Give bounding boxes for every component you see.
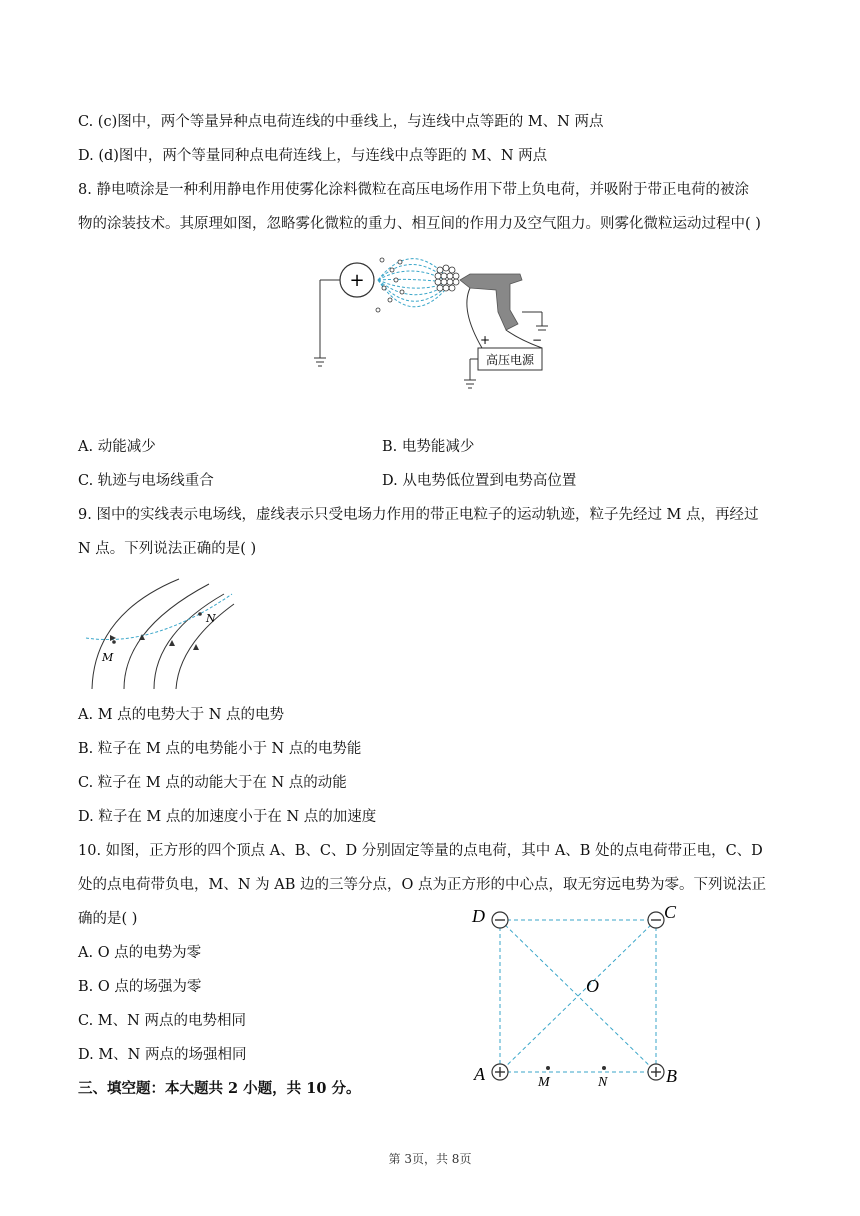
label-o: O: [586, 976, 599, 996]
q9-option-a: A. M 点的电势大于 N 点的电势: [78, 707, 285, 723]
label-a: A: [474, 1064, 485, 1084]
q9-stem-line1: 9. 图中的实线表示电场线，虚线表示只受电场力作用的带正电粒子的运动轨迹，粒子先经过 M 点，再经过: [78, 507, 759, 523]
label-m: M: [102, 651, 114, 664]
q8-stem-line1: 8. 静电喷涂是一种利用静电作用使雾化涂料微粒在高压电场作用下带上负电荷，并吸附于带正电荷的被涂: [78, 182, 749, 198]
q10-stem-line1: 10. 如图，正方形的四个顶点 A、B、C、D 分别固定等量的点电荷，其中 A、B 处的点电荷带正电，C、D: [78, 843, 763, 859]
source-plus-sign: +: [480, 333, 491, 347]
q7-option-d: D. (d)图中，两个等量同种点电荷连线上，与连线中点等距的 M、N 两点: [78, 148, 548, 164]
center-charge-sign: +: [349, 270, 365, 291]
q10-option-c: C. M、N 两点的电势相同: [78, 1013, 246, 1029]
q10-option-a: A. O 点的电势为零: [78, 945, 202, 961]
q8-option-b: B. 电势能减少: [382, 439, 475, 455]
q9-option-c: C. 粒子在 M 点的动能大于在 N 点的动能: [78, 775, 347, 791]
power-source-label: 高压电源: [485, 353, 535, 367]
source-minus-sign: −: [532, 333, 543, 347]
q8-option-a: A. 动能减少: [78, 439, 156, 455]
label-b: B: [666, 1066, 677, 1086]
q7-option-c: C. (c)图中，两个等量异种点电荷连线的中垂线上，与连线中点等距的 M、N 两点: [78, 114, 604, 130]
q10-stem-line2: 处的点电荷带负电，M、N 为 AB 边的三等分点，O 点为正方形的中心点，取无穷远电势为零。下列说法正: [78, 877, 766, 893]
q8-option-d: D. 从电势低位置到电势高位置: [382, 473, 577, 489]
q8-stem-line2: 物的涂装技术。其原理如图，忽略雾化微粒的重力、相互间的作用力及空气阻力。则雾化微粒运动过程中( ): [78, 216, 761, 232]
figure-square-charges: [466, 898, 686, 1088]
q9-option-d: D. 粒子在 M 点的加速度小于在 N 点的加速度: [78, 809, 377, 825]
label-d: D: [472, 906, 485, 926]
figure-electrostatic-spray: [310, 240, 560, 400]
label-c: C: [664, 902, 677, 922]
section-3-heading: 三、填空题：本大题共 2 小题，共 10 分。: [78, 1080, 361, 1097]
page-footer: 第 3页，共 8页: [388, 1152, 472, 1166]
label-m: M: [538, 1075, 550, 1088]
q8-option-c: C. 轨迹与电场线重合: [78, 473, 214, 489]
q9-option-b: B. 粒子在 M 点的电势能小于 N 点的电势能: [78, 741, 362, 757]
label-n: N: [598, 1075, 608, 1088]
figure-field-lines-trajectory: [84, 574, 244, 694]
q10-stem-line3: 确的是( ): [78, 911, 138, 927]
q10-option-d: D. M、N 两点的场强相同: [78, 1047, 247, 1063]
label-n: N: [206, 612, 216, 625]
q9-stem-line2: N 点。下列说法正确的是( ): [78, 541, 257, 557]
q10-option-b: B. O 点的场强为零: [78, 979, 202, 995]
